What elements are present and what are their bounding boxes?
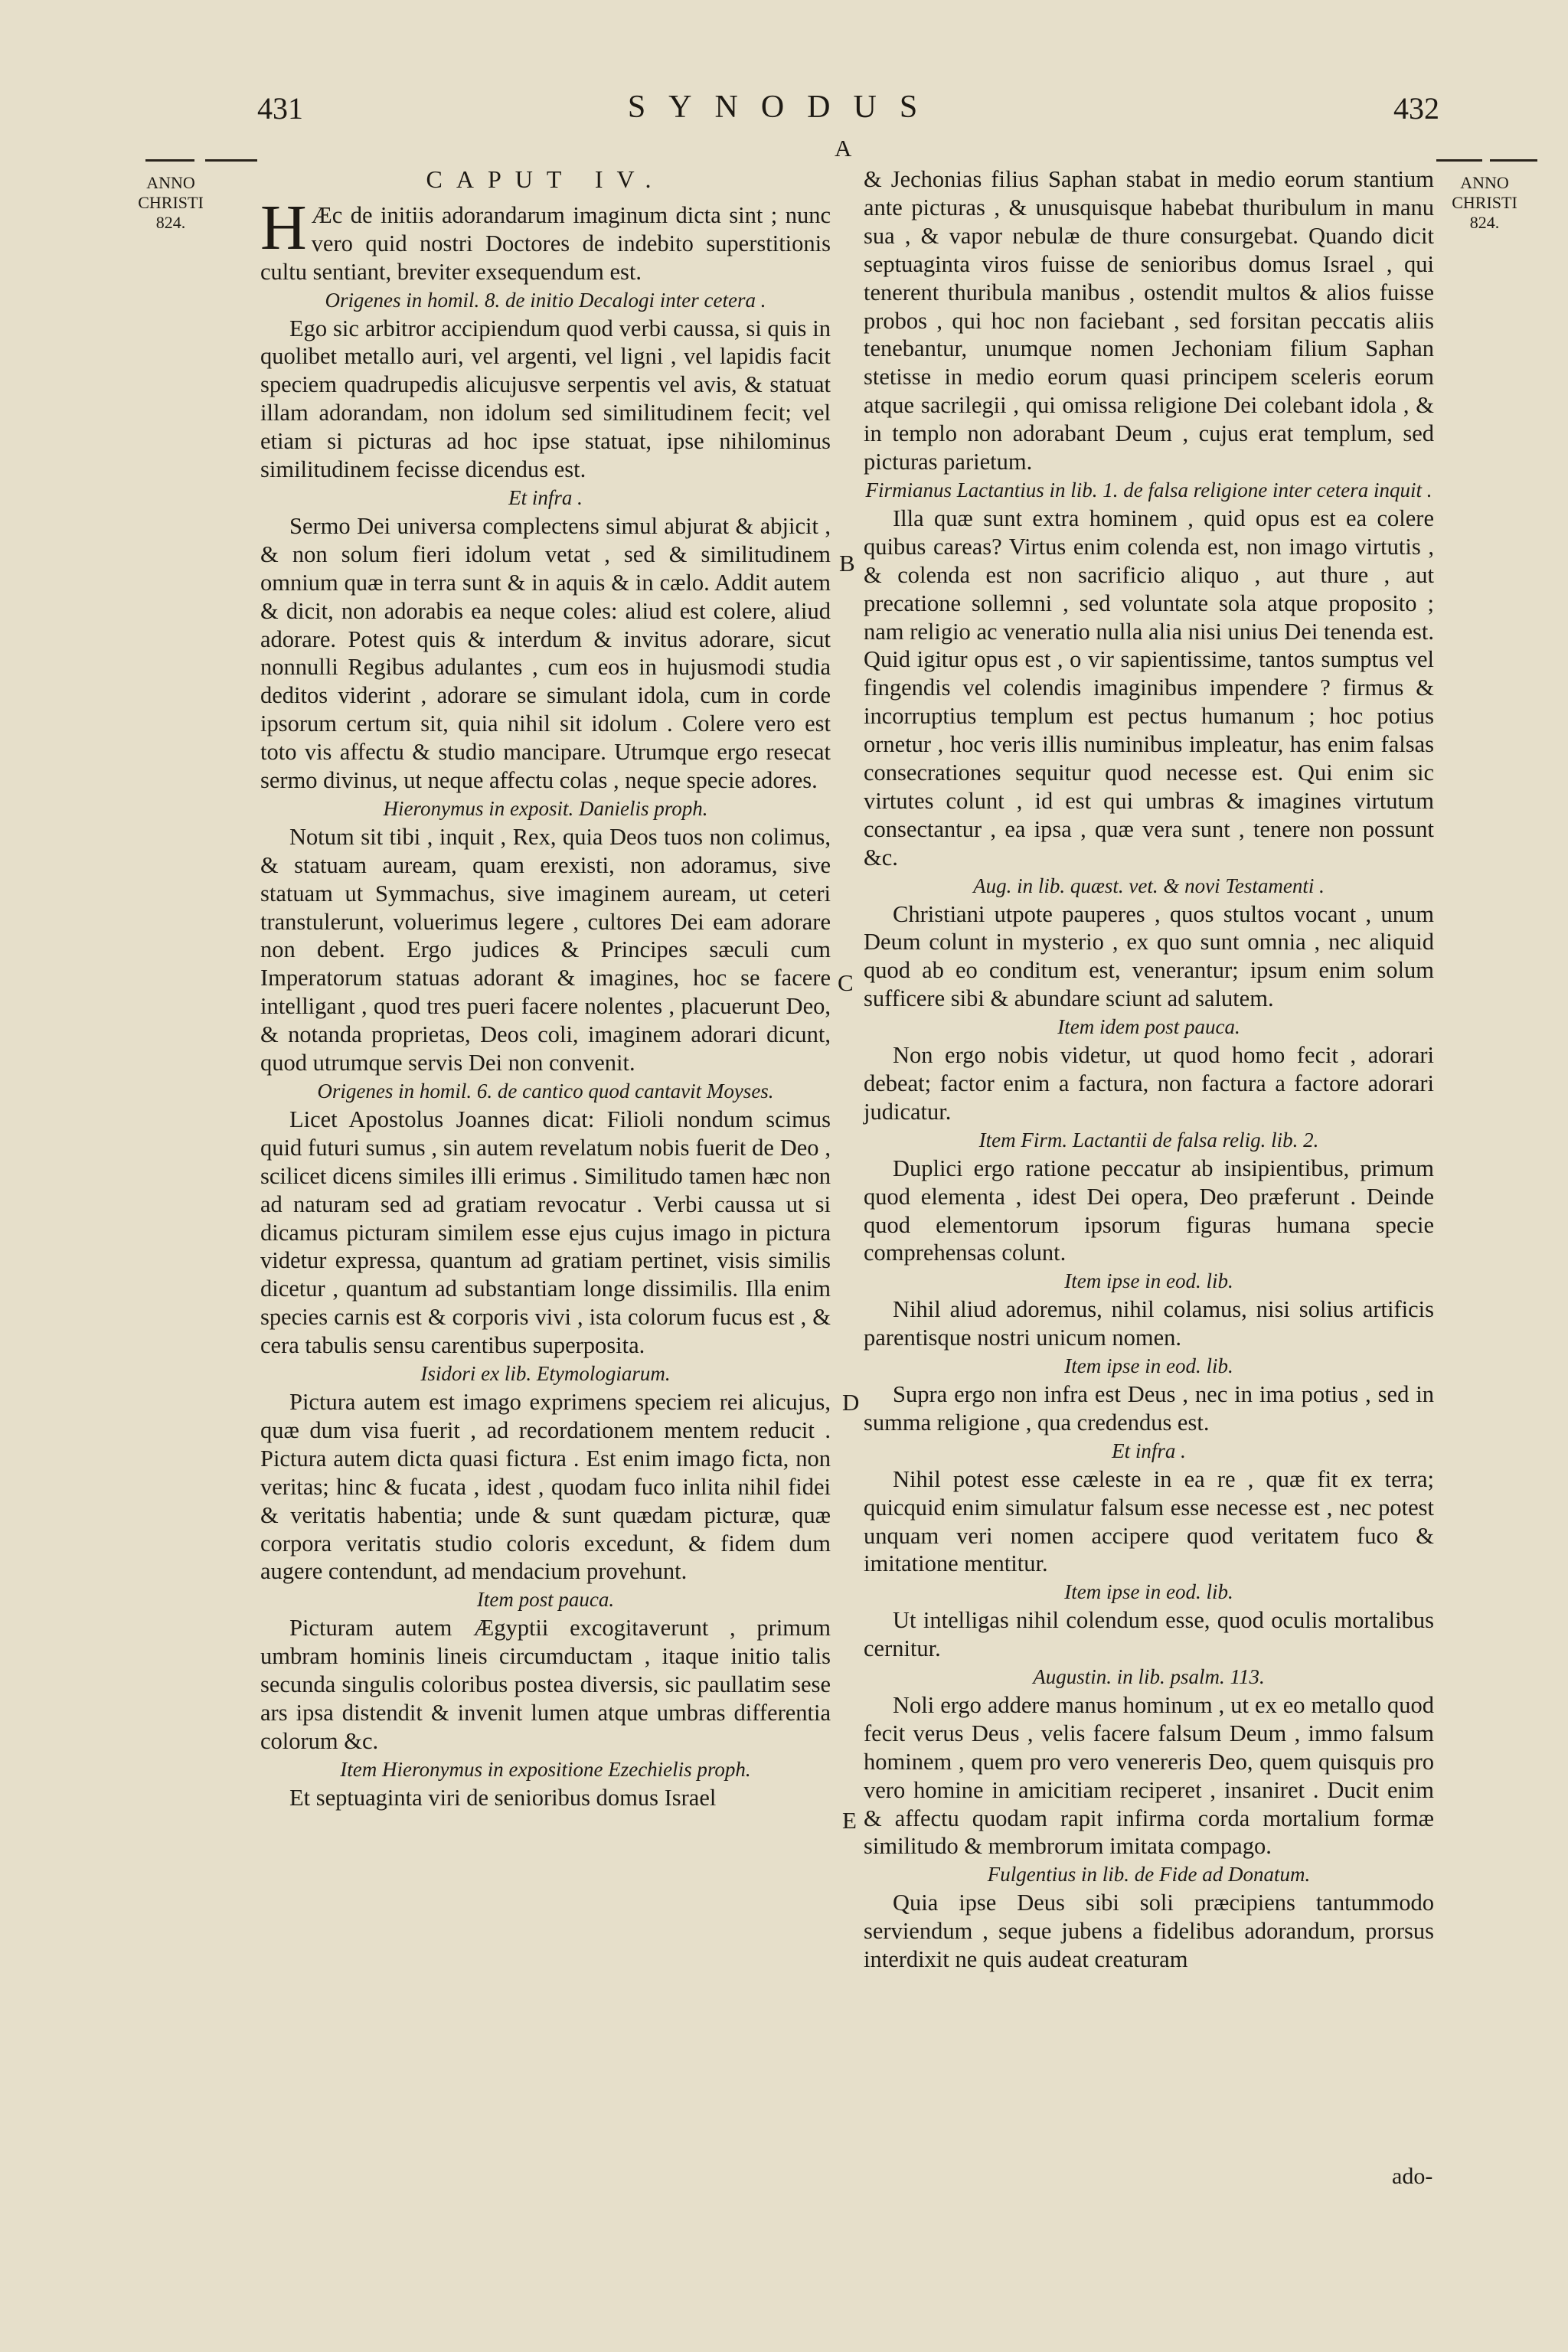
- anno-right-line-1: ANNO: [1460, 173, 1509, 192]
- margin-rule-left-1: [145, 159, 194, 162]
- text-paragraph: Ut intelligas nihil colendum esse, quod oculis mortalibus cernitur.: [864, 1607, 1434, 1662]
- source-heading: Item ipse in eod. lib.: [1064, 1354, 1233, 1378]
- text-paragraph: [260, 191, 831, 286]
- anno-left-line-1: ANNO: [146, 173, 195, 192]
- text-paragraph: Pictura autem est imago exprimens speciem rei alicujus, quæ dum visa fuerit , ad recordationem mentem reducit . Pictura autem dicta quasi fictura . Est enim imago ficta, non veritas; hinc & fucata , idest , quodam fuco inlita nihil fidei & veritatis habentia; unde & sunt quædam picturæ, quæ corpora veritatis studio coloris excedunt, & fidem dum augere contendunt, ad mendacium provehunt.: [260, 1388, 831, 1585]
- section-letter-b: B: [839, 550, 855, 577]
- text-paragraph: Illa quæ sunt extra hominem , quid opus est ea colere quibus careas? Virtus enim colenda est, non imago virtutis , & colenda est non sacrificio aliquo , aut thure , aut precatione sollemni , sed voluntate sola atque proposito ; nam religio ac veneratio nulla alia nisi unius Dei tenenda est. Quid igitur opus est , o vir sapientissime, tantos sumptus vel fingendis vel colendis imaginibus impendere ? firmus & incorruptius templum est pectus humanum ; hoc potius ornetur , hoc veris illis numinibus impleatur, has enim falsas consecrationes sequitur quod necesse est. Qui enim sic virtutes colunt , id est qui umbras & imagines virtutum consectantur , ea ipsa , quæ vera sunt , tenere non possunt &c.: [864, 505, 1434, 871]
- source-heading: Item idem post pauca.: [1057, 1015, 1240, 1039]
- source-heading: Origenes in homil. 6. de cantico quod cantavit Moyses.: [317, 1080, 774, 1102]
- section-letter-a: A: [835, 135, 852, 162]
- text-paragraph: Nihil potest esse cæleste in ea re , quæ fit ex terra; quicquid enim simulatur falsum esse necesse est , nec potest unquam veri nomen accipere quod veritatem fuco & imitatione mentitur.: [864, 1465, 1434, 1577]
- margin-rule-left-2: [205, 159, 257, 162]
- anno-left-line-2: CHRISTI: [138, 193, 204, 212]
- left-column: [260, 165, 831, 1812]
- text-paragraph: Duplici ergo ratione peccatur ab insipientibus, primum quod elementa , idest Dei opera, Deo præferunt . Deinde quod elementorum ipsorum figuras humana specie comprehensas colunt.: [864, 1155, 1434, 1266]
- source-heading: Item ipse in eod. lib.: [1064, 1580, 1233, 1604]
- source-heading: Aug. in lib. quæst. vet. & novi Testamenti .: [973, 874, 1325, 897]
- text-paragraph: & Jechonias filius Saphan stabat in medio eorum stantium ante picturas , & unusquisque habebat thuribulum in manu sua , & vapor nebulæ de thure consurgebat. Quando dicit septuaginta viros fuisse de senioribus domus Israel , qui tenerent thuribula manibus , ostendit multos & alios fuisse probos , qui hoc non faciebant , sed forsitan peccatis aliis tenebantur, unumque nomen Jechoniam filium Saphan stetisse in medio eorum quasi principem sceleris eorum atque sacrilegii , qui omissa religione Dei colebant idola , & in templo non adorabant Deum , cujus erat templum, sed picturas parietum.: [864, 166, 1434, 475]
- section-letter-c: C: [838, 969, 854, 996]
- running-title: SYNODUS: [627, 90, 941, 125]
- text-paragraph: Noli ergo addere manus hominum , ut ex eo metallo quod fecit verus Deus , velis facere falsum Deum , immo falsum hominem , quem pro vero venereris Deo, quem quisquis pro vero homine in amicitiam reciperet , insaniret . Ducit enim & affectu quodam rapit infirma corda mortalium formæ similitudo & membrorum imitata compago.: [864, 1691, 1434, 1860]
- text-paragraph: Supra ergo non infra est Deus , nec in ima potius , sed in summa religione , qua credendus est.: [864, 1380, 1434, 1436]
- anno-christi-left: [129, 173, 213, 233]
- margin-rule-right-1: [1436, 159, 1482, 162]
- source-heading: Item Firm. Lactantii de falsa relig. lib. 2.: [978, 1128, 1319, 1152]
- anno-right-line-3: 824.: [1469, 213, 1500, 232]
- source-heading: Item ipse in eod. lib.: [1064, 1269, 1233, 1293]
- source-heading: Item post pauca.: [476, 1588, 615, 1612]
- drop-cap: H: [260, 191, 307, 263]
- text-paragraph: Quia ipse Deus sibi soli præcipiens tantummodo serviendum , seque jubens a fidelibus adorandum, prorsus interdixit ne quis audeat creaturam: [864, 1890, 1434, 1973]
- text-paragraph: Picturam autem Ægyptii excogitaverunt , primum umbram hominis lineis circumductam , itaque initio talis secunda singulis coloribus postea diversis, sic paullatim sese ars ipsa distendit & invenit lumen atque umbras differentia colorum &c.: [260, 1615, 831, 1754]
- source-heading: Firmianus Lactantius in lib. 1. de falsa religione inter cetera inquit .: [865, 478, 1432, 501]
- page-number-left: 431: [257, 91, 303, 126]
- source-heading: Et infra .: [1112, 1439, 1186, 1462]
- paragraph-text: Æc de initiis adorandarum imaginum dicta sint ; nunc vero quid nostri Doctores de indebito superstitionis cultu sentiant, breviter exsequendum est.: [260, 201, 831, 285]
- chapter-heading: CAPUT IV.: [426, 165, 665, 193]
- right-column: [864, 165, 1434, 1974]
- anno-left-line-3: 824.: [155, 213, 186, 232]
- text-paragraph: Non ergo nobis videtur, ut quod homo fecit , adorari debeat; factor enim a factura, non factura a factore adorari judicatur.: [864, 1042, 1434, 1125]
- source-heading: Origenes in homil. 8. de initio Decalogi inter cetera .: [325, 288, 766, 312]
- section-letter-d: D: [842, 1389, 860, 1416]
- text-paragraph: Licet Apostolus Joannes dicat: Filioli nondum scimus quid futuri sumus , sin autem revelatum nobis fuerit de Deo , scilicet dicens similes illi erimus . Similitudo tamen hæc non ad naturam sed ad gratiam revocatur . Verbi caussa ut si dicamus picturam similem esse ejus cujus imago in pictura videtur expressa, quantum ad gratiam pertinet, visis similis dicetur , quantum ad substantiam longe dissimilis. Illa enim species carnis est & corporis vivi , ista colorum fucus est , & cera tabulis sensu carentibus superposita.: [260, 1106, 831, 1359]
- source-heading: Fulgentius in lib. de Fide ad Donatum.: [987, 1863, 1311, 1886]
- text-paragraph: Sermo Dei universa complectens simul abjurat & abjicit , & non solum fieri idolum vetat , sed & similitudinem omnium quæ in terra sunt & in aquis & in cælo. Addit autem & dicit, non adorabis ea neque coles: aliud est colere, aliud adorare. Potest quis & interdum & invitus adorare, sicut nonnulli Regibus adulantes , cum eos in hujusmodi studia deditos viderint , adorare se simulant idola, cum in corde ipsorum certum sit, quia nihil sit idolum . Colere vero est toto vis affectu & studio mancipare. Utrumque ergo resecat sermo divinus, ut neque affectu colas , neque specie adores.: [260, 512, 831, 794]
- source-heading: Augustin. in lib. psalm. 113.: [1033, 1665, 1265, 1689]
- anno-right-line-2: CHRISTI: [1452, 193, 1517, 212]
- source-heading: Isidori ex lib. Etymologiarum.: [420, 1362, 671, 1386]
- page-number-right: 432: [1393, 91, 1439, 126]
- source-heading: Item Hieronymus in expositione Ezechielis proph.: [340, 1757, 751, 1781]
- text-paragraph: Notum sit tibi , inquit , Rex, quia Deos tuos non colimus, & statuam auream, quam erexisti, non adoramus, sive statuam ut Symmachus, sive imaginem auream, ut ceteri transtulerunt, voluerimus legere , cultores Dei eam adorare non debent. Ergo judices & Principes sæculi cum Imperatorum statuas adorant & imagines, hoc se facere intelligant , quod tres pueri facere nolentes , placuerunt Deo, & notanda proprietas, Deos coli, imaginem adorari dicunt, quod utrumque servis Dei non convenit.: [260, 823, 831, 1076]
- source-heading: Hieronymus in exposit. Danielis proph.: [383, 796, 708, 820]
- section-letter-e: E: [842, 1807, 857, 1834]
- source-heading: Et infra .: [508, 485, 583, 509]
- text-paragraph: Et septuaginta viri de senioribus domus Israel: [289, 1784, 717, 1811]
- text-paragraph: Ego sic arbitror accipiendum quod verbi caussa, si quis in quolibet metallo auri, vel argenti, vel ligni , vel lapidis facit speciem quadrupedis alicujusve serpentis vel avis, & statuat illam adorandam, non idolum sed similitudinem fecit; vel etiam si picturas ad hoc ipse statuat, ipse nihilominus similitudinem fecisse dicendus est.: [260, 315, 831, 483]
- margin-rule-right-2: [1490, 159, 1537, 162]
- catchword: ado-: [1392, 2164, 1433, 2189]
- text-paragraph: Nihil aliud adoremus, nihil colamus, nisi solius artificis parentisque nostri unicum nomen.: [864, 1296, 1434, 1351]
- text-paragraph: Christiani utpote pauperes , quos stultos vocant , unum Deum colunt in mysterio , ex quo sunt omnia , nec aliquid quod ab eo conditum est, venerantur; ipsum enim solum sufficere sibi & abundare sciunt ad salutem.: [864, 900, 1434, 1012]
- anno-christi-right: [1442, 173, 1527, 233]
